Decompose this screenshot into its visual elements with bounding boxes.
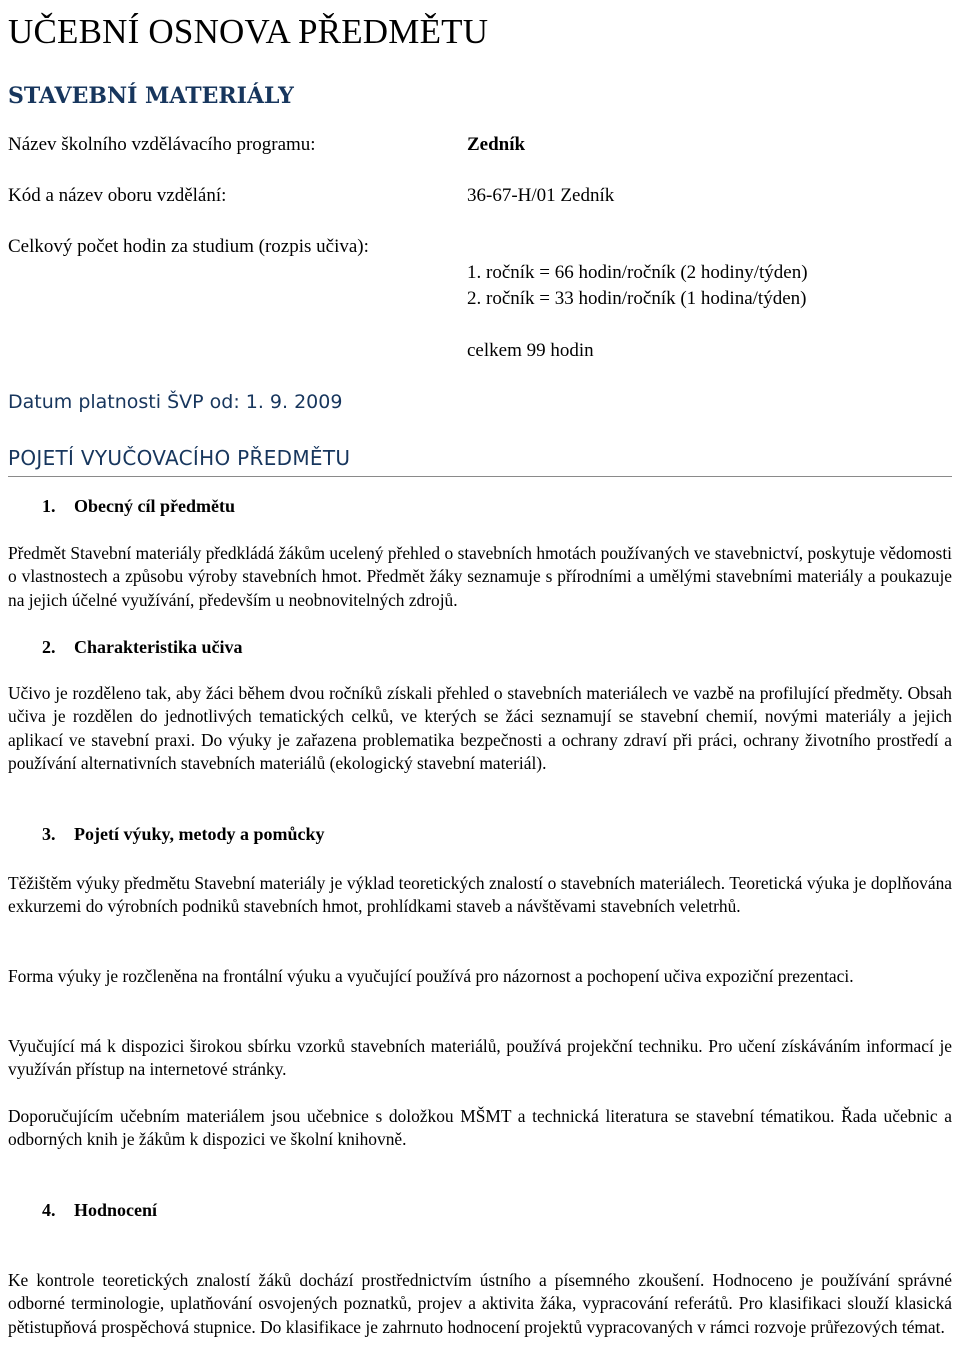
paragraph: Vyučující má k dispozici širokou sbírku vzorků stavebních materiálů, používá projekční techniku. Pro učení získáváním informací je využíván přístup na internetové stránky. bbox=[8, 1036, 952, 1080]
section-number: 2. bbox=[42, 637, 56, 657]
section-heading-4 bbox=[42, 1200, 157, 1221]
program-label: Název školního vzdělávacího programu: bbox=[8, 134, 316, 155]
field-label: Kód a název oboru vzdělání: bbox=[8, 185, 227, 206]
section-divider bbox=[8, 476, 952, 477]
section-heading-3 bbox=[42, 824, 325, 845]
section-heading-text: Obecný cíl předmětu bbox=[74, 496, 235, 516]
paragraph: Forma výuky je rozčleněna na frontální výuku a vyučující používá pro názornost a pochopení učiva expoziční prezentaci. bbox=[8, 966, 854, 986]
section-number: 1. bbox=[42, 496, 56, 516]
hours-total: celkem 99 hodin bbox=[467, 340, 594, 361]
paragraph: Předmět Stavební materiály předkládá žákům ucelený přehled o stavebních hmotách používaných ve stavebnictví, poskytuje vědomosti o vlastnostech a způsobu výroby stavebních hmot. Předmět žáky seznamuje s přírodními a umělými stavebními materiály a poukazuje na jejich účelné využívání, především u neobnovitelných zdrojů. bbox=[8, 543, 952, 610]
section-heading-text: Pojetí výuky, metody a pomůcky bbox=[74, 824, 325, 844]
section-heading-text: Charakteristika učiva bbox=[74, 637, 243, 657]
page-title: UČEBNÍ OSNOVA PŘEDMĚTU bbox=[8, 12, 489, 51]
hours-year1: 1. ročník = 66 hodin/ročník (2 hodiny/týden) bbox=[467, 262, 808, 283]
paragraph: Ke kontrole teoretických znalostí žáků dochází prostřednictvím ústního a písemného zkoušení. Hodnoceno je používání správné odborné terminologie, uplatňování osvojených poznatků, projev a aktivita žáka, vypracování referátů. Pro klasifikaci slouží klasická pětistupňová prospěchová stupnice. Do klasifikace je zahrnuto hodnocení projektů vypracovaných v rámci rozvoje průřezových témat. bbox=[8, 1270, 952, 1337]
subject-title: STAVEBNÍ MATERIÁLY bbox=[8, 83, 294, 109]
section-number: 3. bbox=[42, 824, 56, 844]
section-heading-2 bbox=[42, 637, 243, 658]
section-number: 4. bbox=[42, 1200, 56, 1220]
hours-label: Celkový počet hodin za studium (rozpis učiva): bbox=[8, 236, 369, 257]
paragraph: Těžištěm výuky předmětu Stavební materiály je výklad teoretických znalostí o stavebních materiálech. Teoretická výuka je doplňována exkurzemi do výrobních podniků stavebních hmot, prohlídkami staveb a návštěvami stavebních veletrhů. bbox=[8, 873, 952, 917]
hours-year2: 2. ročník = 33 hodin/ročník (1 hodina/týden) bbox=[467, 288, 807, 309]
validity-date: Datum platnosti ŠVP od: 1. 9. 2009 bbox=[8, 391, 343, 413]
program-value: Zedník bbox=[467, 134, 526, 155]
paragraph: Doporučujícím učebním materiálem jsou učebnice s doložkou MŠMT a technická literatura se stavební tématikou. Řada učebnic a odborných knih je žákům k dispozici ve školní knihovně. bbox=[8, 1106, 952, 1150]
paragraph: Učivo je rozděleno tak, aby žáci během dvou ročníků získali přehled o stavebních materiálech ve vazbě na profilující předměty. Obsah učiva je rozdělen do jednotlivých tematických celků, ve kterých se žáci seznamují se stavební chemií, novými materiály a jejich aplikací ve stavební praxi. Do výuky je zařazena problematika bezpečnosti a ochrany zdraví při práci, ochrany životního prostředí a používání alternativních stavebních materiálů (ekologický stavební materiál). bbox=[8, 683, 952, 773]
section-heading-1 bbox=[42, 496, 235, 517]
section-title: POJETÍ VYUČOVACÍHO PŘEDMĚTU bbox=[8, 446, 351, 470]
section-heading-text: Hodnocení bbox=[74, 1200, 158, 1220]
field-value: 36-67-H/01 Zedník bbox=[467, 185, 615, 206]
